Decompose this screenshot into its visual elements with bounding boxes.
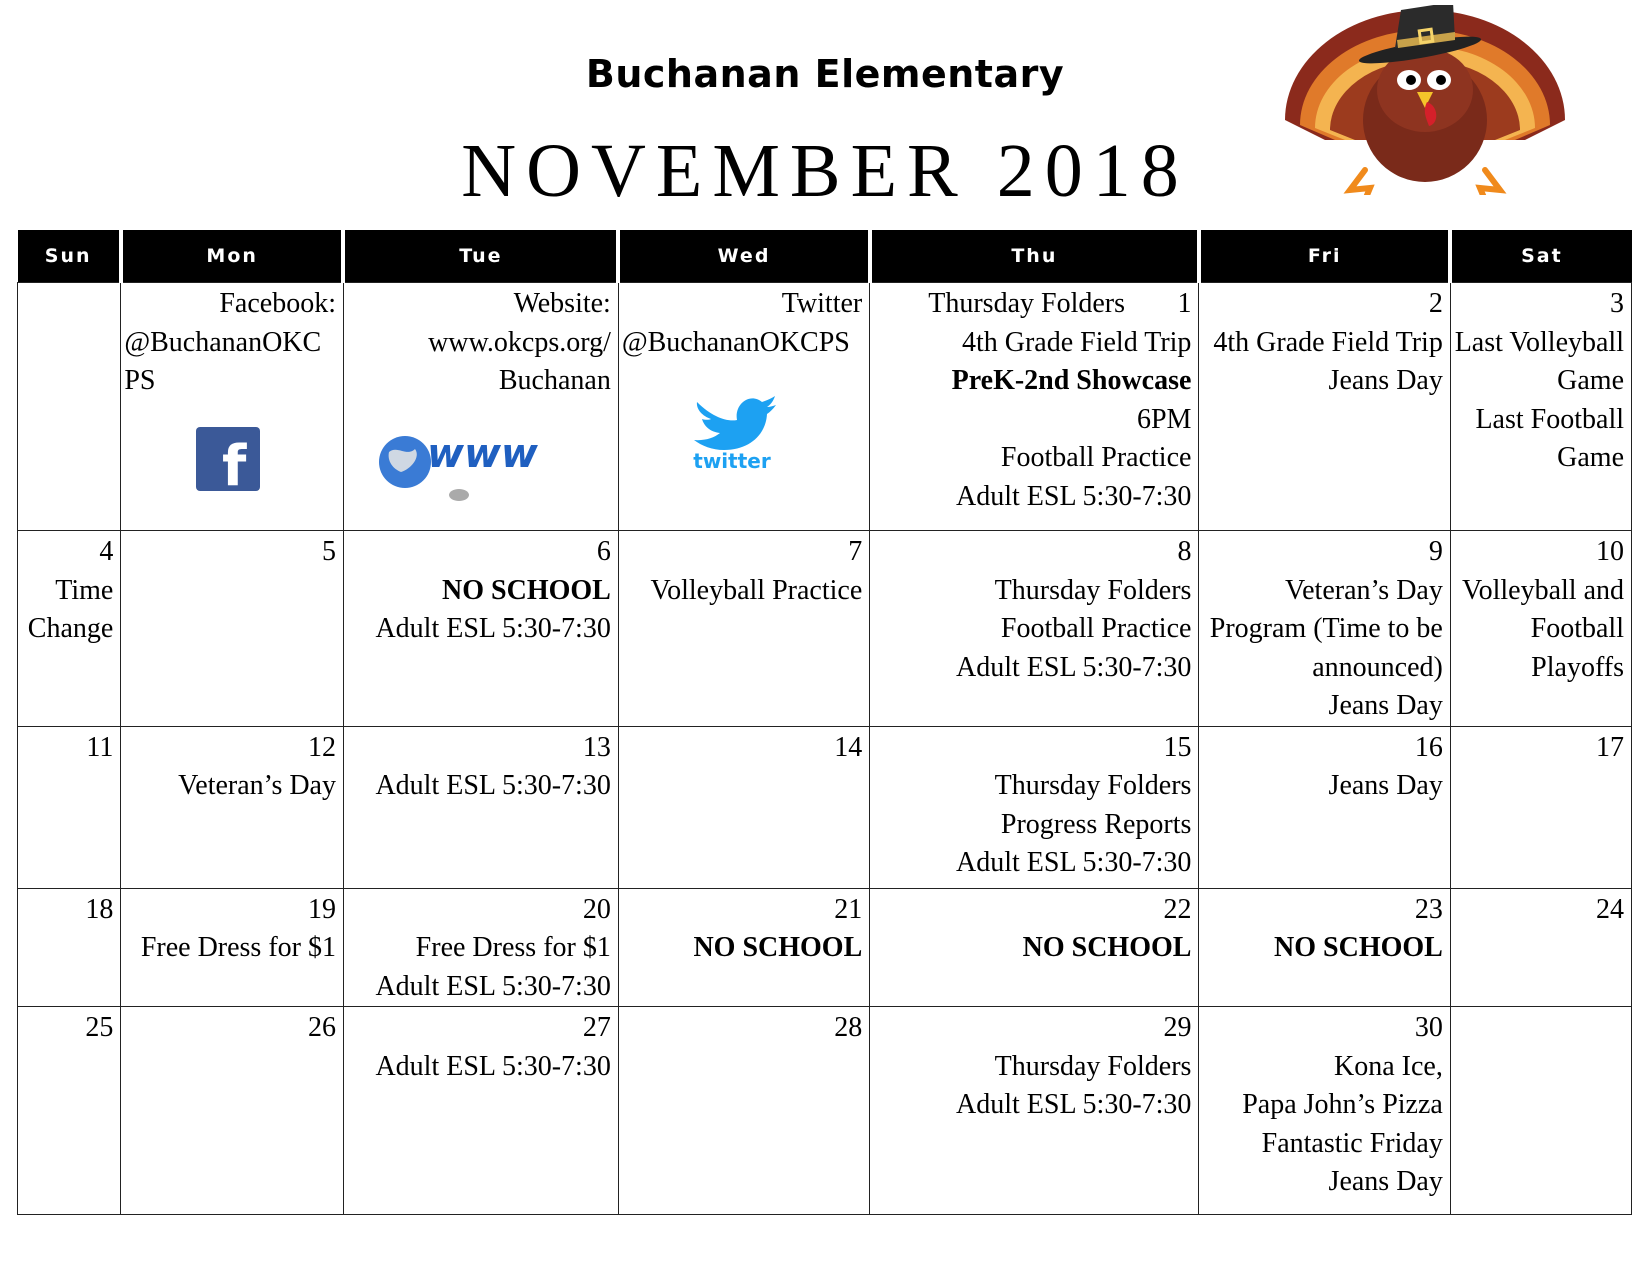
day-number: 1	[1177, 288, 1192, 319]
day-cell	[343, 531, 618, 727]
day-number: 14	[834, 731, 863, 763]
facebook-label: Facebook:	[219, 288, 336, 319]
event: Adult ESL 5:30-7:30	[956, 480, 1192, 512]
event: Thursday Folders	[994, 770, 1192, 801]
event: Progress Reports	[1000, 808, 1192, 840]
event: Free Dress for $1	[140, 932, 336, 963]
day-number: 8	[1177, 536, 1192, 567]
week-row-4	[18, 888, 1632, 1007]
weekday-sat: Sat	[1450, 230, 1631, 283]
day-number: 10	[1596, 536, 1624, 567]
day-cell	[1199, 283, 1450, 531]
day-number: 5	[321, 536, 336, 567]
day-cell-facebook	[121, 283, 344, 531]
globe-www-icon	[377, 417, 547, 507]
facebook-handle: @BuchananOKCPS	[124, 326, 322, 396]
day-number: 17	[1596, 731, 1624, 763]
day-cell	[343, 888, 618, 1007]
day-number: 19	[307, 893, 336, 925]
website-url-line2: Buchanan	[498, 365, 611, 396]
event: Veteran’s Day	[178, 770, 336, 801]
event: Adult ESL 5:30-7:30	[956, 1089, 1192, 1120]
day-number: 16	[1414, 731, 1443, 763]
event: 4th Grade Field Trip	[1213, 326, 1443, 358]
day-number: 4	[99, 536, 114, 567]
event: Volleyball and Football Playoffs	[1461, 574, 1624, 683]
day-cell	[618, 726, 869, 888]
event-highlight: PreK-2nd Showcase	[951, 365, 1192, 396]
day-cell	[343, 726, 618, 888]
event: Time Change	[27, 574, 114, 644]
day-cell-empty	[1450, 1007, 1631, 1215]
day-cell	[870, 726, 1199, 888]
day-number: 23	[1414, 893, 1443, 925]
event: Jeans Day	[1328, 1166, 1443, 1197]
event: 6PM	[1136, 403, 1192, 435]
event: Papa John’s Pizza	[1242, 1089, 1443, 1120]
turkey-pilgrim-icon	[1275, 5, 1575, 195]
week-row-5	[18, 1007, 1632, 1215]
event: Thursday Folders	[994, 574, 1192, 606]
day-cell	[18, 888, 121, 1007]
event: Football Practice	[1000, 442, 1192, 473]
day-number: 9	[1428, 536, 1443, 567]
day-cell	[121, 1007, 344, 1215]
day-cell	[1199, 1007, 1450, 1215]
calendar-grid	[17, 230, 1632, 1215]
event: Kona Ice,	[1334, 1050, 1443, 1082]
weekday-sun: Sun	[18, 230, 121, 283]
facebook-f-letter: f	[222, 433, 247, 491]
day-cell	[1450, 531, 1631, 727]
day-cell	[1199, 726, 1450, 888]
event: Fantastic Friday	[1261, 1127, 1443, 1159]
day-cell	[870, 283, 1199, 531]
day-number: 30	[1414, 1012, 1443, 1043]
weekday-wed: Wed	[618, 230, 869, 283]
day-number: 27	[582, 1012, 611, 1043]
weekday-fri: Fri	[1199, 230, 1450, 283]
day-cell	[1450, 888, 1631, 1007]
day-number: 2	[1428, 288, 1443, 319]
day-cell	[18, 531, 121, 727]
day-cell-website	[343, 283, 618, 531]
day-number: 26	[307, 1012, 336, 1043]
day-cell	[121, 531, 344, 727]
day-cell	[1199, 531, 1450, 727]
day-cell	[121, 726, 344, 888]
week-row-2	[18, 531, 1632, 727]
day-number: 3	[1610, 288, 1624, 319]
day-number: 21	[834, 893, 863, 925]
event: Volleyball Practice	[650, 574, 863, 606]
website-url-line1: www.okcps.org/	[428, 326, 611, 358]
event: Thursday Folders	[928, 288, 1126, 319]
event: 4th Grade Field Trip	[961, 326, 1192, 358]
www-text: www	[426, 430, 538, 477]
event-no-school: NO SCHOOL	[1022, 932, 1192, 963]
week-row-3	[18, 726, 1632, 888]
day-cell	[870, 531, 1199, 727]
day-cell	[343, 1007, 618, 1215]
day-number: 13	[582, 731, 611, 763]
day-number: 28	[834, 1012, 863, 1043]
day-cell	[121, 888, 344, 1007]
week-row-1	[18, 283, 1632, 531]
event: Jeans Day	[1328, 365, 1443, 396]
event-no-school: NO SCHOOL	[1274, 932, 1443, 963]
website-label: Website:	[513, 288, 611, 319]
event: Adult ESL 5:30-7:30	[956, 847, 1192, 878]
twitter-logo-icon	[682, 372, 782, 472]
twitter-label: Twitter	[781, 288, 863, 319]
facebook-logo-icon	[196, 427, 260, 491]
month-title: NOVEMBER 2018	[461, 129, 1189, 213]
event: Free Dress for $1	[415, 932, 611, 963]
event: Adult ESL 5:30-7:30	[375, 770, 611, 801]
weekday-tue: Tue	[343, 230, 618, 283]
event: Adult ESL 5:30-7:30	[375, 1050, 611, 1082]
event: Thursday Folders	[994, 1050, 1192, 1082]
day-cell-empty	[18, 283, 121, 531]
weekday-header-row	[18, 230, 1632, 283]
day-cell	[1450, 726, 1631, 888]
event: Adult ESL 5:30-7:30	[375, 613, 611, 644]
day-number: 18	[85, 893, 114, 925]
day-cell	[870, 1007, 1199, 1215]
day-cell-twitter	[618, 283, 869, 531]
event: Veteran’s Day Program (Time to be announced)	[1209, 574, 1443, 683]
day-cell	[618, 888, 869, 1007]
day-cell	[18, 1007, 121, 1215]
twitter-handle: @BuchananOKCPS	[621, 326, 850, 358]
event: Football Practice	[1000, 613, 1192, 644]
school-name: Buchanan Elementary	[585, 52, 1065, 96]
day-cell	[618, 1007, 869, 1215]
day-cell	[870, 888, 1199, 1007]
twitter-wordmark: twitter	[693, 449, 771, 472]
day-number: 24	[1596, 893, 1624, 925]
day-number: 20	[582, 893, 611, 925]
weekday-mon: Mon	[121, 230, 344, 283]
day-number: 22	[1163, 893, 1192, 925]
event: Adult ESL 5:30-7:30	[375, 970, 611, 1002]
day-number: 25	[85, 1012, 114, 1043]
day-number: 7	[848, 536, 863, 567]
event: Jeans Day	[1328, 690, 1443, 721]
day-number: 12	[307, 731, 336, 763]
day-number: 29	[1163, 1012, 1192, 1043]
day-number: 6	[596, 536, 611, 567]
day-cell	[1199, 888, 1450, 1007]
event-no-school: NO SCHOOL	[693, 932, 863, 963]
day-number: 11	[86, 731, 114, 763]
event: Jeans Day	[1328, 770, 1443, 801]
day-cell	[18, 726, 121, 888]
event-no-school: NO SCHOOL	[442, 574, 611, 606]
day-number: 15	[1163, 731, 1192, 763]
day-cell	[618, 531, 869, 727]
weekday-thu: Thu	[870, 230, 1199, 283]
event: Last Football Game	[1475, 403, 1624, 473]
day-cell	[1450, 283, 1631, 531]
event: Adult ESL 5:30-7:30	[956, 651, 1192, 683]
event: Last Volleyball Game	[1454, 326, 1624, 396]
